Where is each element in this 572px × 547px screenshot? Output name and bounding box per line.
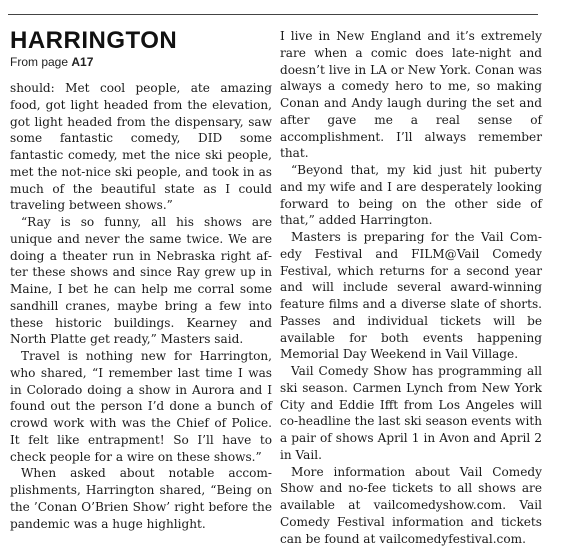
paragraph: “Ray is so funny, all his shows are unique and never the same twice. We are doing a theater run in Nebraska right after these shows and since Ray grew up in Maine, I bet he can help me corral some sandhill cranes, maybe bring a few into these historic buildings. Kearney and North Platte get ready,” Masters said.	[10, 214, 272, 348]
paragraph: More information about Vail Comedy Show and no-fee tickets to all shows are available at vailcomedyshow.com. Vail Comedy Festival information and tickets can be found at vailcomedyfestival.com.	[280, 464, 542, 547]
paragraph: “Beyond that, my kid just hit puberty and my wife and I are desperately looking forward to being on the other side of that,” added Harrington.	[280, 162, 542, 229]
top-divider	[8, 14, 538, 15]
paragraph: Masters is preparing for the Vail Comedy Festival and FILM@Vail Comedy Festival, which returns for a second year and will include several award-winning feature films and a diverse slate of shorts. Passes and individual tickets will be available for both events happening Memorial Day Weekend in Vail Village.	[280, 229, 542, 363]
paragraph: I live in New England and it’s extremely rare when a comic does late-night and doesn’t live in LA or New York. Conan was always a comedy hero to me, so making Conan and Andy laugh during the set and after gave me a real sense of accomplishment. I’ll always remember that.	[280, 28, 542, 162]
paragraph: Travel is nothing new for Harrington, who shared, “I remember last time I was in Colorado doing a show in Aurora and I found out the person I’d done a bunch of crowd work with was the Chief of Police. It felt like entrapment! So I’ll have to check people for a wire on these shows.”	[10, 348, 272, 465]
left-column	[10, 80, 272, 532]
paragraph: Vail Comedy Show has programming all ski season. Carmen Lynch from New York City and Eddie Ifft from Los Angeles will co-headline the last ski season events with a pair of shows April 1 in Avon and April 2 in Vail.	[280, 363, 542, 464]
paragraph: should: Met cool people, ate amazing food, got light headed from the elevation, got light headed from the dispensary, saw some fantastic comedy, DID some fantastic comedy, met the nice ski people, met the not-nice ski people, and took in as much of the beautiful state as I could traveling between shows.”	[10, 80, 272, 214]
article-headline: HARRINGTON	[10, 28, 177, 54]
jump-page: A17	[71, 55, 93, 69]
jump-prefix: From page	[10, 55, 71, 69]
right-column	[280, 28, 542, 547]
paragraph: When asked about notable accomplishments, Harrington shared, “Being on the ’Conan O’Brien Show’ right before the pandemic was a huge highlight.	[10, 465, 272, 532]
jump-line	[10, 55, 93, 69]
